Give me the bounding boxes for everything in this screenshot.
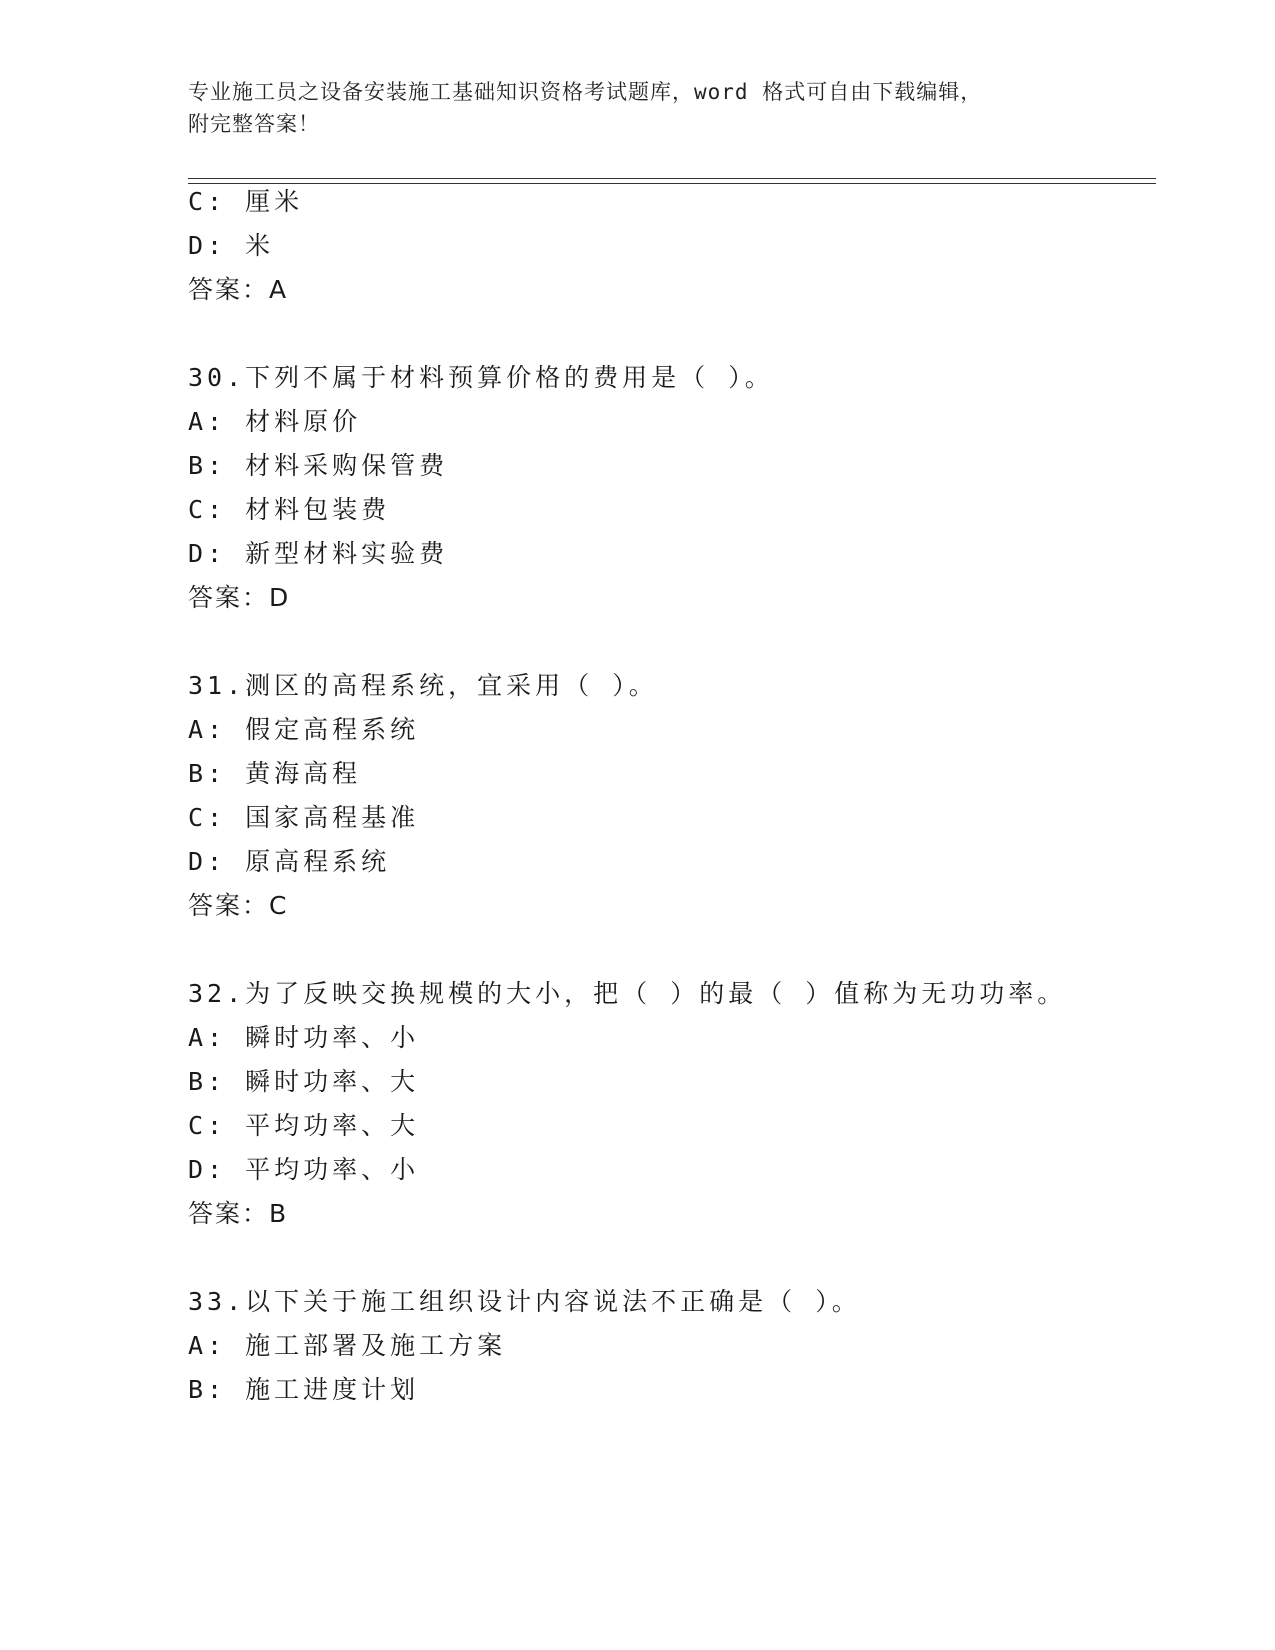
question-32-option-a: A: 瞬时功率、小 — [188, 1023, 420, 1052]
question-30-stem: 30.下列不属于材料预算价格的费用是（ ）。 — [188, 363, 774, 392]
question-31-answer: 答案：C — [188, 891, 289, 920]
question-32-option-c: C: 平均功率、大 — [188, 1111, 420, 1140]
question-31-option-a: A: 假定高程系统 — [188, 715, 420, 744]
question-33-option-b: B: 施工进度计划 — [188, 1375, 420, 1404]
question-30-option-a: A: 材料原价 — [188, 407, 362, 436]
question-31-stem: 31.测区的高程系统，宜采用（ ）。 — [188, 671, 658, 700]
question-32-answer: 答案：B — [188, 1199, 289, 1228]
question-32-option-d: D: 平均功率、小 — [188, 1155, 420, 1184]
question-31-option-d: D: 原高程系统 — [188, 847, 391, 876]
header-divider-top — [188, 178, 1156, 179]
question-31-option-b: B: 黄海高程 — [188, 759, 362, 788]
question-33-stem: 33.以下关于施工组织设计内容说法不正确是（ ）。 — [188, 1287, 861, 1316]
prev-answer: 答案：A — [188, 275, 289, 304]
question-30-answer: 答案：D — [188, 583, 291, 612]
question-32-option-b: B: 瞬时功率、大 — [188, 1067, 420, 1096]
prev-option-c: C: 厘米 — [188, 187, 304, 216]
question-30-option-b: B: 材料采购保管费 — [188, 451, 449, 480]
question-33-option-a: A: 施工部署及施工方案 — [188, 1331, 507, 1360]
question-30-option-c: C: 材料包装费 — [188, 495, 391, 524]
question-31-option-c: C: 国家高程基准 — [188, 803, 420, 832]
header-line-1: 专业施工员之设备安装施工基础知识资格考试题库，word 格式可自由下载编辑， — [188, 80, 983, 104]
question-30-option-d: D: 新型材料实验费 — [188, 539, 449, 568]
document-header — [188, 76, 1088, 140]
prev-option-d: D: 米 — [188, 231, 275, 260]
header-line-2: 附完整答案！ — [188, 112, 320, 136]
header-divider-bottom — [188, 183, 1156, 184]
question-32-stem: 32.为了反映交换规模的大小，把（ ）的最（ ）值称为无功功率。 — [188, 979, 1067, 1008]
